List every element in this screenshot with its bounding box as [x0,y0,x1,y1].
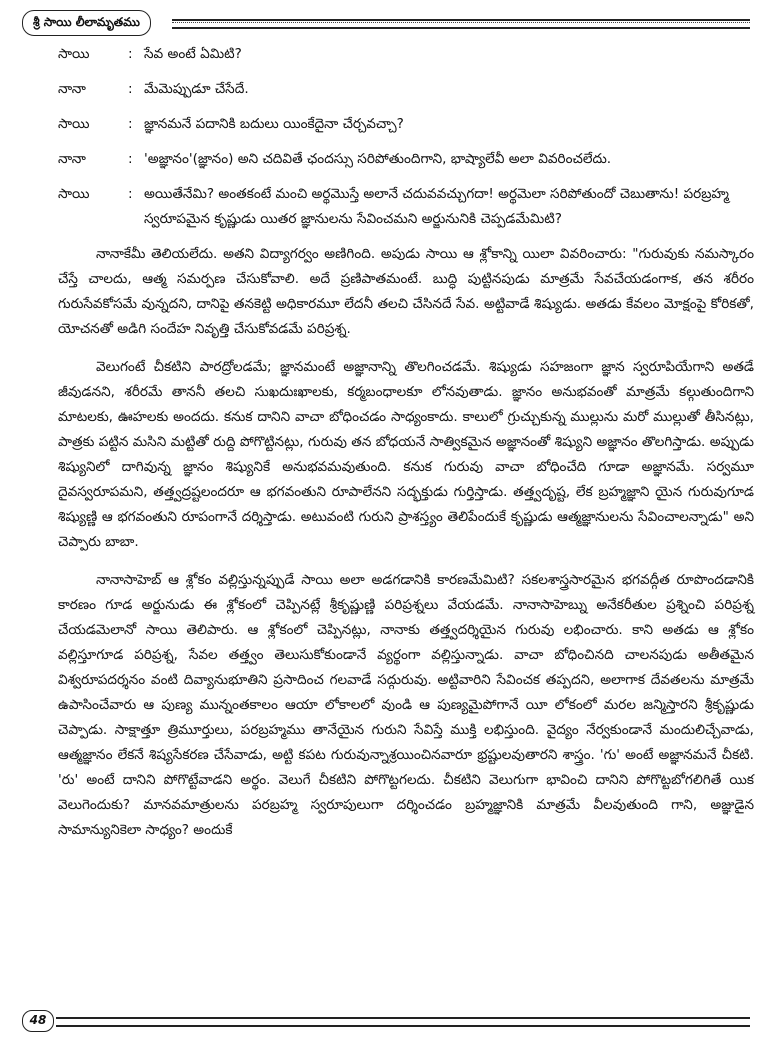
body-paragraph: నానాసాహెబ్ ఆ శ్లోకం వల్లిస్తున్నప్పుడే సాయి అలా అడగడానికి కారణమేమిటి? సకలశాస్త్రసారమైన భగవద్గీత రూపొందడానికి కారణం గూడ అర్జునుడు ఈ శ్లోకంలో చెప్పినట్లే శ్రీకృష్ణుణ్ణి పరిప్రశ్నలు వేయడమే. నానాసాహెబ్ను అనేకరీతుల ప్రశ్నించి పరిప్రశ్న చేయడమెలానో సాయి తెలిపారు. ఆ శ్లోకంలో చెప్పినట్లు, నానాకు తత్త్వదర్శియైన గురువు లభించారు. కాని అతడు ఆ శ్లోకం వల్లిస్తూగూడ పరిప్రశ్న, సేవల తత్త్వం తెలుసుకోకుండానే వ్యర్థంగా వల్లిస్తున్నాడు. వాచా బోధించినది చాలనపుడు అతీతమైన విశ్వరూపదర్శనం వంటి దివ్యానుభూతిని ప్రసాదించ గలవాడే సద్గురువు. అట్టివారిని సేవించక తప్పదని, అలాగాక దేవతలను మాత్రమే ఉపాసించేవారు ఆ పుణ్య మున్నంతకాలం ఆయా లోకాలలో వుండి ఆ పుణ్యమైపోగానే యీ లోకంలో మరల జన్మిస్తారని శ్రీకృష్ణుడు చెప్పాడు. సాక్షాత్తూ త్రిమూర్తులు, పరబ్రహ్మము తానేయైన గురుని సేవిస్తే ముక్తి లభిస్తుంది. వైద్యం నేర్వకుండానే మందులిచ్చేవాడు, ఆత్మజ్ఞానం లేకనే శిష్యసేకరణ చేసేవాడు, అట్టి కపట గురువున్నాశ్రయించినవారూ భ్రష్టులవుతారని శాస్త్రం. 'గు' అంటే అజ్ఞానమనే చీకటి. 'రు' అంటే దానిని పోగొట్టేవాడని అర్థం. వెలుగే చీకటిని పోగొట్టగలదు. చీకటిని వెలుగుగా భావించి దానిని పోగొట్టబోగలిగితే యిక వెలుగెందుకు? మానవమాత్రులను పరబ్రహ్మ స్వరూపులుగా దర్శించడం బ్రహ్మజ్ఞానికి మాత్రమే వీలవుతుంది గాని, అజ్ఞుడైన సామాన్యునికెలా సాధ్యం? అందుకే [58,572,754,838]
dialogue-line [58,112,754,137]
book-title: శ్రీ సాయి లీలామృతము [22,10,151,36]
dialogue-text: అయితేనేమి? అంతకంటే మంచి అర్థమొస్తే అలానే చదువవచ్చుగదా! అర్థమెలా సరిపోతుందో చెబుతాను! పరబ్రహ్మ స్వరూపమైన కృష్ణుడు యితర జ్ఞానులను సేవించమని అర్జునునికి చెప్పడమేమిటి? [144,186,729,227]
dialogue-line [58,42,754,67]
dialogue-line [58,77,754,102]
dialogue-text: 'అజ్ఞానం'(జ్ఞానం) అని చదివితే ఛందస్సు సరిపోతుందిగాని, భాష్యాలేవీ అలా వివరించలేదు. [144,151,612,167]
dialogue-text: సేవ అంటే ఏమిటి? [144,46,242,62]
page-number: 48 [22,1010,54,1032]
colon-separator: : [128,116,133,132]
speaker-label: నానా [58,151,86,167]
colon-separator: : [128,46,133,62]
colon-separator: : [128,186,133,202]
page-header [22,10,750,36]
body-paragraph: నానాకేమీ తెలియలేదు. అతని విద్యాగర్వం అణిగింది. అపుడు సాయి ఆ శ్లోకాన్ని యిలా వివరించారు: "గురువుకు నమస్కారం చేస్తే చాలదు, ఆత్మ సమర్పణ చేసుకోవాలి. అదే ప్రణిపాతమంటే. బుద్ధి పుట్టినపుడు మాత్రమే సేవచేయడంగాక, తన శరీరం గురుసేవకోసమే వున్నదని, దానిపై తనకెట్టి అధికారమూ లేదనీ తలచి చేసినదే సేవ. అట్టివాడే శిష్యుడు. అతడు కేవలం మోక్షంపై కోరికతో, యోచనతో అడిగి సందేహ నివృత్తి చేసుకోవడమే పరిప్రశ్న. [58,246,754,337]
colon-separator: : [128,81,133,97]
dialogue-text: జ్ఞానమనే పదానికి బదులు యింకేదైనా చేర్చవచ్చా? [144,116,404,132]
body-paragraph: వెలుగంటే చీకటిని పారద్రోలడమే; జ్ఞానమంటే అజ్ఞానాన్ని తొలగించడమే. శిష్యుడు సహజంగా జ్ఞాన స్వరూపియేగాని అతడే జీవుడనని, శరీరమే తాననీ తలచి సుఖదుఃఖాలకు, కర్మబంధాలకూ లోనవుతాడు. జ్ఞానం అనుభవంతో మాత్రమే కల్గుతుందిగాని మాటలకు, ఊహలకు అందదు. కనుక దానిని వాచా బోధించడం సాధ్యంకాదు. కాలులో గ్రుచ్చుకున్న ముల్లును మరో ముల్లుతో తీసినట్లు, పాత్రకు పట్టిన మసిని మట్టితో రుద్ది పోగొట్టినట్లు, గురువు తన బోధయనే సాత్వికమైన అజ్ఞానంతో శిష్యుని అజ్ఞానం తొలగిస్తాడు. అప్పుడు శిష్యునిలో దాగివున్న జ్ఞానం శిష్యునికే అనుభవమవుతుంది. కనుక గురువు వాచా బోధించేది గూడా అజ్ఞానమే. సర్వమూ దైవస్వరూపమని, తత్త్వద్రష్టలందరూ ఆ భగవంతుని రూపాలేనని సద్భక్తుడు గుర్తిస్తాడు. తత్త్వదృష్ట, లేక బ్రహ్మజ్ఞాని యైన గురువుగూడ శిష్యుణ్ణి ఆ భగవంతుని రూపంగానే దర్శిస్తాడు. అటువంటి గురుని ప్రాశస్త్యం తెలిపేందుకే కృష్ణుడు ఆత్మజ్ఞానులను సేవించాలన్నాడు" అని చెప్పారు బాబా. [58,359,754,550]
speaker-label: నానా [58,81,86,97]
dialogue-line [58,147,754,172]
footer-border-rule [56,1017,750,1027]
dialogue-text: మేమెప్పుడూ చేసేదే. [144,81,249,97]
dialogue-line [58,182,754,232]
header-border-rule [172,19,750,29]
speaker-label: సాయి [58,186,90,202]
page-body [58,42,754,856]
colon-separator: : [128,151,133,167]
page-footer [22,1010,750,1032]
speaker-label: సాయి [58,46,90,62]
speaker-label: సాయి [58,116,90,132]
